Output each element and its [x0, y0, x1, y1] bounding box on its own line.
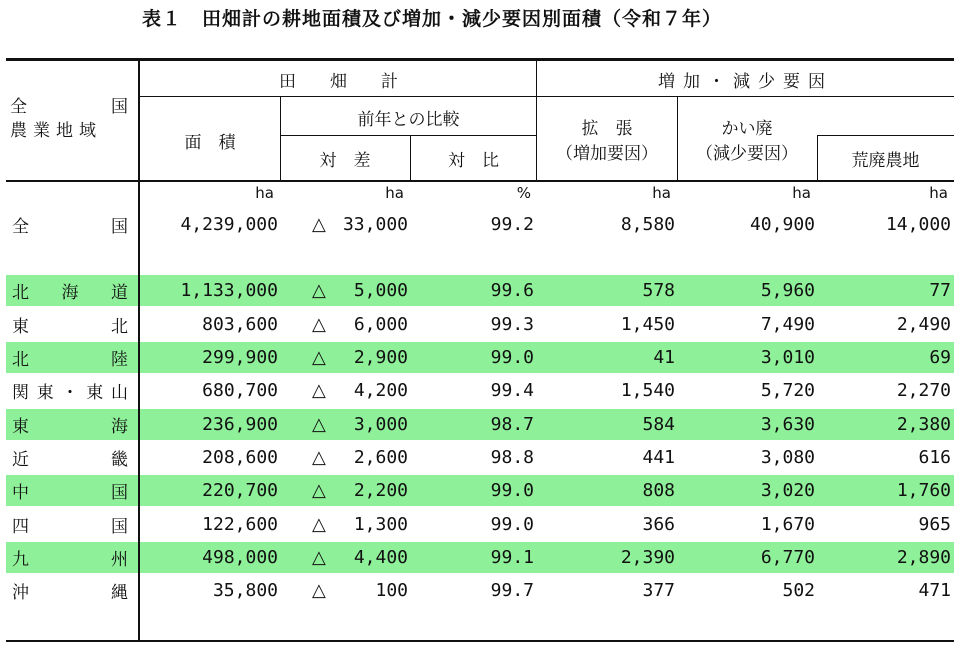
region-char: 東 [12, 417, 29, 437]
decrease-mark: △ [312, 447, 326, 468]
value-wasteland: 2,890 [896, 547, 951, 568]
cell-ratio [410, 508, 534, 541]
value-expansion: 1,450 [620, 314, 675, 335]
top-rule [6, 58, 954, 61]
region-name [12, 341, 128, 374]
cell-area [140, 208, 278, 241]
value-abandon: 502 [782, 580, 815, 601]
value-area: 680,700 [202, 380, 278, 401]
cell-area [140, 341, 278, 374]
header-region-line2 [10, 116, 128, 140]
value-wasteland: 471 [918, 580, 951, 601]
cell-expansion [537, 274, 675, 307]
cell-wasteland [817, 208, 951, 241]
cell-diff [280, 508, 408, 541]
value-diff: 4,200 [353, 380, 408, 401]
group-rule [140, 96, 954, 97]
value-expansion: 8,580 [620, 214, 675, 235]
value-abandon: 7,490 [760, 314, 815, 335]
region-char: 道 [111, 283, 128, 303]
cell-area [140, 408, 278, 441]
region-name [12, 441, 128, 474]
cell-area [140, 508, 278, 541]
region-name [12, 274, 128, 307]
cell-ratio [410, 374, 534, 407]
cell-wasteland [817, 408, 951, 441]
decrease-mark: △ [312, 347, 326, 368]
header-abandon-line2: （減少要因） [696, 144, 798, 164]
region-char: 畿 [111, 450, 128, 470]
region-name [12, 408, 128, 441]
value-expansion: 2,390 [620, 547, 675, 568]
cell-wasteland [817, 508, 951, 541]
value-area: 208,600 [202, 447, 278, 468]
value-area: 1,133,000 [180, 280, 278, 301]
cell-diff [280, 541, 408, 574]
region-char: 縄 [111, 583, 128, 603]
value-ratio: 98.7 [490, 414, 534, 435]
table-title: 表１ 田畑計の耕地面積及び増加・減少要因別面積（令和７年） [142, 8, 723, 30]
cell-wasteland [817, 308, 951, 341]
cell-abandon [677, 274, 815, 307]
region-char: 九 [12, 550, 29, 570]
cell-ratio [410, 574, 534, 607]
value-abandon: 3,010 [760, 347, 815, 368]
cell-ratio [410, 274, 534, 307]
region-char: 州 [111, 550, 128, 570]
unit-expansion: ha [652, 184, 671, 202]
value-ratio: 99.0 [490, 480, 534, 501]
region-char: 国 [111, 483, 128, 503]
cell-wasteland [817, 274, 951, 307]
cell-abandon [677, 208, 815, 241]
ratio-divider [410, 135, 411, 182]
value-area: 4,239,000 [180, 214, 278, 235]
cell-wasteland [817, 441, 951, 474]
value-wasteland: 69 [929, 347, 951, 368]
cell-expansion [537, 441, 675, 474]
cell-expansion [537, 208, 675, 241]
value-wasteland: 965 [918, 514, 951, 535]
cell-diff [280, 441, 408, 474]
value-area: 220,700 [202, 480, 278, 501]
cell-diff [280, 574, 408, 607]
value-expansion: 808 [642, 480, 675, 501]
value-ratio: 99.1 [490, 547, 534, 568]
value-ratio: 99.2 [490, 214, 534, 235]
region-char: 近 [12, 450, 29, 470]
header-ratio: 対 比 [448, 150, 499, 171]
cell-area [140, 574, 278, 607]
cell-ratio [410, 208, 534, 241]
value-wasteland: 1,760 [896, 480, 951, 501]
value-area: 803,600 [202, 314, 278, 335]
region-name [12, 508, 128, 541]
region-char: 北 [111, 317, 128, 337]
cell-diff [280, 341, 408, 374]
cell-expansion [537, 308, 675, 341]
cell-abandon [677, 441, 815, 474]
region-char: 山 [111, 383, 128, 403]
cell-area [140, 541, 278, 574]
value-expansion: 41 [653, 347, 675, 368]
region-char: 四 [12, 517, 29, 537]
value-expansion: 366 [642, 514, 675, 535]
value-expansion: 1,540 [620, 380, 675, 401]
cell-expansion [537, 474, 675, 507]
cell-diff [280, 374, 408, 407]
region-char: 沖 [12, 583, 29, 603]
value-ratio: 99.4 [490, 380, 534, 401]
value-wasteland: 14,000 [885, 214, 951, 235]
cell-expansion [537, 541, 675, 574]
region-char: 東 [12, 317, 29, 337]
cell-ratio [410, 408, 534, 441]
region-char: 東 [86, 383, 104, 403]
cell-expansion [537, 374, 675, 407]
value-wasteland: 2,490 [896, 314, 951, 335]
abandon-divider [677, 96, 678, 182]
unit-wasteland: ha [929, 184, 948, 202]
factors-divider [536, 58, 537, 182]
header-region-line1 [10, 92, 128, 116]
region-char: 海 [111, 417, 128, 437]
region-char: 国 [111, 517, 128, 537]
value-ratio: 99.3 [490, 314, 534, 335]
cell-area [140, 308, 278, 341]
value-diff: 3,000 [353, 414, 408, 435]
unit-ratio: % [516, 184, 531, 202]
value-ratio: 99.6 [490, 280, 534, 301]
cell-abandon [677, 408, 815, 441]
value-abandon: 3,080 [760, 447, 815, 468]
region-name [12, 574, 128, 607]
header-expansion-line1: 拡 張 [581, 119, 633, 139]
value-abandon: 3,630 [760, 414, 815, 435]
region-char: 東 [36, 383, 54, 403]
value-ratio: 99.0 [490, 347, 534, 368]
value-wasteland: 616 [918, 447, 951, 468]
value-wasteland: 77 [929, 280, 951, 301]
cell-expansion [537, 341, 675, 374]
value-ratio: 98.8 [490, 447, 534, 468]
header-wasteland: 荒廃農地 [851, 150, 920, 171]
compare-rule [280, 135, 537, 136]
decrease-mark: △ [312, 314, 326, 335]
decrease-mark: △ [312, 380, 326, 401]
value-diff: 2,600 [353, 447, 408, 468]
header-bottom-rule [6, 180, 954, 182]
header-prev-compare: 前年との比較 [357, 109, 460, 130]
wasteland-divider [817, 135, 818, 182]
value-expansion: 377 [642, 580, 675, 601]
header-expansion-line2: （増加要因） [556, 144, 658, 164]
value-abandon: 5,960 [760, 280, 815, 301]
region-char: 海 [61, 283, 79, 303]
value-diff: 6,000 [353, 314, 408, 335]
wasteland-rule [817, 135, 954, 136]
region-char: 陸 [111, 350, 128, 370]
region-divider [138, 58, 140, 642]
cell-area [140, 441, 278, 474]
cell-ratio [410, 441, 534, 474]
value-expansion: 584 [642, 414, 675, 435]
cell-abandon [677, 474, 815, 507]
region-name [12, 308, 128, 341]
cell-wasteland [817, 574, 951, 607]
cell-abandon [677, 308, 815, 341]
region-char: 中 [12, 483, 29, 503]
value-abandon: 6,770 [760, 547, 815, 568]
decrease-mark: △ [312, 214, 326, 235]
region-char: 関 [12, 383, 29, 403]
value-area: 35,800 [212, 580, 278, 601]
cell-wasteland [817, 541, 951, 574]
value-area: 122,600 [202, 514, 278, 535]
cell-ratio [410, 341, 534, 374]
header-group-factors: 増加・減少要因 [658, 71, 833, 92]
region-name [12, 208, 128, 241]
cell-ratio [410, 474, 534, 507]
cell-area [140, 274, 278, 307]
cell-diff [280, 308, 408, 341]
region-char: 全 [12, 217, 29, 237]
region-char: 北 [12, 283, 29, 303]
cell-expansion [537, 508, 675, 541]
unit-abandon: ha [792, 184, 811, 202]
header-expansion [537, 108, 677, 170]
value-ratio: 99.0 [490, 514, 534, 535]
value-expansion: 441 [642, 447, 675, 468]
cell-area [140, 374, 278, 407]
region-char: 国 [111, 217, 128, 237]
value-diff: 1,300 [353, 514, 408, 535]
cell-abandon [677, 374, 815, 407]
value-diff: 2,900 [353, 347, 408, 368]
decrease-mark: △ [312, 414, 326, 435]
cell-wasteland [817, 341, 951, 374]
cell-wasteland [817, 474, 951, 507]
decrease-mark: △ [312, 547, 326, 568]
value-diff: 5,000 [353, 280, 408, 301]
value-diff: 100 [375, 580, 408, 601]
value-abandon: 1,670 [760, 514, 815, 535]
header-diff: 対 差 [319, 150, 371, 171]
cell-ratio [410, 541, 534, 574]
region-name [12, 541, 128, 574]
decrease-mark: △ [312, 480, 326, 501]
header-group-total: 田 畑 計 [279, 71, 398, 92]
cell-expansion [537, 408, 675, 441]
cell-diff [280, 274, 408, 307]
region-name [12, 474, 128, 507]
decrease-mark: △ [312, 580, 326, 601]
header-region-line1-a: 全 [10, 96, 27, 117]
cell-ratio [410, 308, 534, 341]
cell-area [140, 474, 278, 507]
cell-diff [280, 408, 408, 441]
value-wasteland: 2,380 [896, 414, 951, 435]
cell-diff [280, 208, 408, 241]
header-abandon [677, 108, 817, 170]
cell-abandon [677, 341, 815, 374]
header-region-label: 農業地域 [10, 120, 102, 141]
value-abandon: 3,020 [760, 480, 815, 501]
value-abandon: 40,900 [749, 214, 815, 235]
area-divider [280, 96, 281, 182]
header-area: 面 積 [184, 132, 236, 153]
farmland-area-table [6, 58, 954, 642]
cell-wasteland [817, 374, 951, 407]
cell-abandon [677, 574, 815, 607]
value-abandon: 5,720 [760, 380, 815, 401]
value-area: 236,900 [202, 414, 278, 435]
value-diff: 4,400 [353, 547, 408, 568]
decrease-mark: △ [312, 514, 326, 535]
unit-diff: ha [385, 184, 404, 202]
value-wasteland: 2,270 [896, 380, 951, 401]
value-ratio: 99.7 [490, 580, 534, 601]
value-expansion: 578 [642, 280, 675, 301]
cell-abandon [677, 541, 815, 574]
unit-area: ha [255, 184, 274, 202]
header-region-line1-b: 国 [111, 96, 128, 117]
bottom-rule [6, 640, 954, 642]
value-area: 299,900 [202, 347, 278, 368]
decrease-mark: △ [312, 280, 326, 301]
region-char: ・ [61, 383, 79, 403]
value-area: 498,000 [202, 547, 278, 568]
header-abandon-line1: かい廃 [721, 119, 773, 139]
cell-diff [280, 474, 408, 507]
cell-abandon [677, 508, 815, 541]
region-name [12, 374, 128, 407]
cell-expansion [537, 574, 675, 607]
value-diff: 2,200 [353, 480, 408, 501]
region-char: 北 [12, 350, 29, 370]
value-diff: 33,000 [342, 214, 408, 235]
